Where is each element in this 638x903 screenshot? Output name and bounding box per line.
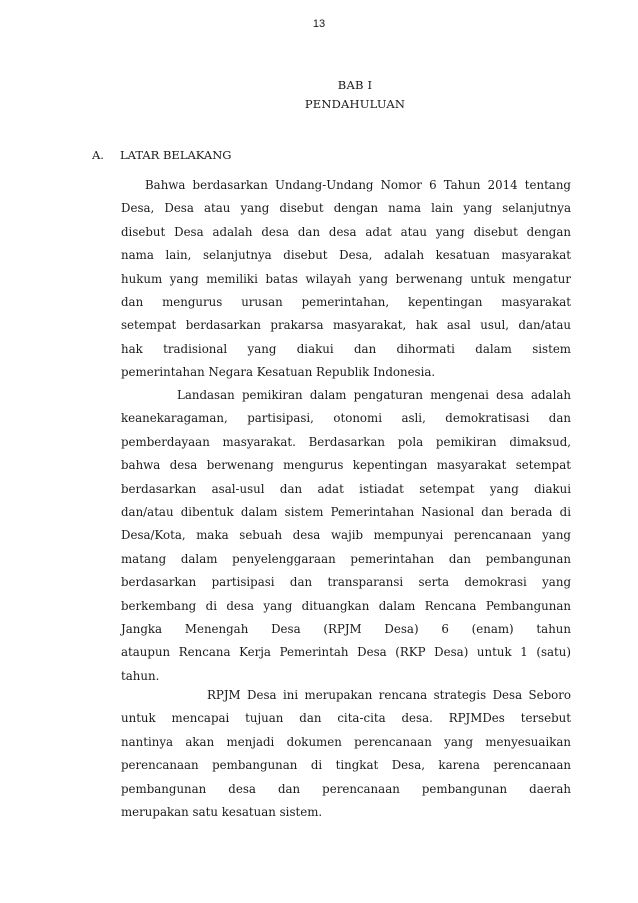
paragraph-line: nama lain, selanjutnya disebut Desa, adalah kesatuan masyarakat bbox=[121, 248, 571, 263]
paragraph-line: Desa, Desa atau yang disebut dengan nama lain yang selanjutnya bbox=[121, 201, 571, 216]
paragraph-line: dan/atau dibentuk dalam sistem Pemerintahan Nasional dan berada di bbox=[121, 504, 571, 519]
chapter-number: BAB I bbox=[337, 78, 373, 92]
paragraph-line: dan mengurus urusan pemerintahan, kepentingan masyarakat bbox=[121, 294, 571, 309]
paragraph-line: Jangka Menengah Desa (RPJM Desa) 6 (enam) tahun bbox=[121, 621, 571, 636]
paragraph-line: hukum yang memiliki batas wilayah yang berwenang untuk mengatur bbox=[121, 271, 571, 286]
paragraph-line: merupakan satu kesatuan sistem. bbox=[121, 804, 323, 819]
paragraph-line: perencanaan pembangunan di tingkat Desa, karena perencanaan bbox=[121, 758, 571, 773]
paragraph-line: Bahwa berdasarkan Undang-Undang Nomor 6 Tahun 2014 tentang bbox=[145, 178, 571, 192]
paragraph-line: nantinya akan menjadi dokumen perencanaan yang menyesuaikan bbox=[121, 734, 571, 749]
paragraph-line: pembangunan desa dan perencanaan pembangunan daerah bbox=[121, 781, 571, 796]
paragraph-line: Desa/Kota, maka sebuah desa wajib mempunyai perencanaan yang bbox=[121, 528, 571, 543]
paragraph-line: berdasarkan partisipasi dan transparansi serta demokrasi yang bbox=[121, 575, 571, 590]
paragraph-3 bbox=[121, 684, 571, 824]
paragraph-line: pemerintahan Negara Kesatuan Republik Indonesia. bbox=[121, 365, 436, 380]
paragraph-line: tahun. bbox=[121, 668, 160, 683]
section-title: LATAR BELAKANG bbox=[120, 148, 232, 162]
paragraph-2 bbox=[121, 384, 571, 688]
paragraph-line: hak tradisional yang diakui dan dihormati dalam sistem bbox=[121, 341, 571, 356]
section-letter: A. bbox=[92, 148, 104, 162]
paragraph-line: pemberdayaan masyarakat. Berdasarkan pola pemikiran dimaksud, bbox=[121, 434, 571, 449]
section-heading bbox=[92, 148, 231, 162]
paragraph-line: bahwa desa berwenang mengurus kepentingan masyarakat setempat bbox=[121, 458, 571, 473]
paragraph-line: keanekaragaman, partisipasi, otonomi asli, demokratisasi dan bbox=[121, 411, 571, 426]
paragraph-line: RPJM Desa ini merupakan rencana strategis Desa Seboro bbox=[207, 688, 571, 702]
paragraph-line: setempat berdasarkan prakarsa masyarakat, hak asal usul, dan/atau bbox=[121, 318, 571, 333]
paragraph-line: matang dalam penyelenggaraan pemerintahan dan pembangunan bbox=[121, 551, 571, 566]
paragraph-line: untuk mencapai tujuan dan cita-cita desa. RPJMDes tersebut bbox=[121, 711, 571, 726]
paragraph-line: disebut Desa adalah desa dan desa adat atau yang disebut dengan bbox=[121, 224, 571, 239]
paragraph-line: Landasan pemikiran dalam pengaturan mengenai desa adalah bbox=[177, 388, 571, 402]
paragraph-line: berkembang di desa yang dituangkan dalam Rencana Pembangunan bbox=[121, 598, 571, 613]
page-number: 13 bbox=[312, 18, 326, 30]
paragraph-line: berdasarkan asal-usul dan adat istiadat setempat yang diakui bbox=[121, 481, 571, 496]
paragraph-1 bbox=[121, 174, 571, 385]
chapter-title: PENDAHULUAN bbox=[304, 97, 406, 111]
paragraph-line: ataupun Rencana Kerja Pemerintah Desa (RKP Desa) untuk 1 (satu) bbox=[121, 645, 571, 660]
